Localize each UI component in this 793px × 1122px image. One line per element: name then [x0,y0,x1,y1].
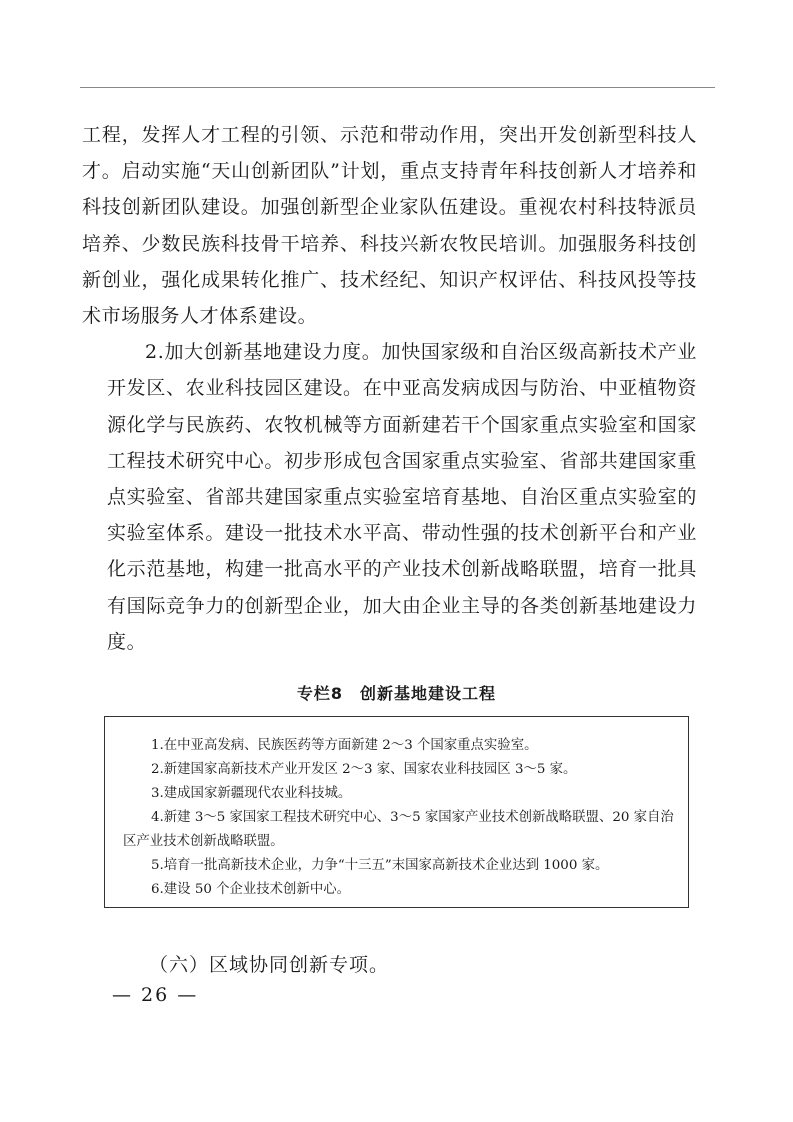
feature-box [104,716,689,908]
box-item: 2.新建国家高新技术产业开发区 2～3 家、国家农业科技园区 3～5 家。 [151,762,577,777]
header-rule [80,87,715,88]
box-title: 专栏8 创新基地建设工程 [296,684,497,703]
page-number: — 26 — [112,984,199,1006]
box-item: 3.建成国家新疆现代农业科技城。 [151,786,352,801]
box-item: 5.培育一批高新技术企业，力争“十三五”末国家高新技术企业达到 1000 家。 [151,858,609,873]
section-subheading: （六）区域协同创新专项。 [149,954,390,976]
body-text [82,117,697,660]
box-item: 6.建设 50 个企业技术创新中心。 [151,882,351,897]
box-item: 4.新建 3～5 家国家工程技术研究中心、3～5 家国家产业技术创新战略联盟、20 家自治区产业技术创新战略联盟。 [123,810,674,849]
box-item: 1.在中亚高发病、民族医药等方面新建 2～3 个国家重点实验室。 [151,738,538,753]
paragraph-talent-engineering: 工程，发挥人才工程的引领、示范和带动作用，突出开发创新型科技人才。启动实施“天山创新团队”计划，重点支持青年科技创新人才培养和科技创新团队建设。加强创新型企业家队伍建设。重视农村科技特派员培养、少数民族科技骨干培养、科技兴新农牧民培训。加强服务科技创新创业，强化成果转化推广、技术经纪、知识产权评估、科技风投等技术市场服务人才体系建设。 [82,124,697,328]
paragraph-innovation-bases: 2.加大创新基地建设力度。加快国家级和自治区级高新技术产业开发区、农业科技园区建设。在中亚高发病成因与防治、中亚植物资源化学与民族药、农牧机械等方面新建若干个国家重点实验室和国家工程技术研究中心。初步形成包含国家重点实验室、省部共建国家重点实验室、省部共建国家重点实验室培育基地、自治区重点实验室的实验室体系。建设一批技术水平高、带动性强的技术创新平台和产业化示范基地，构建一批高水平的产业技术创新战略联盟，培育一批具有国际竞争力的创新型企业，加大由企业主导的各类创新基地建设力度。 [107,341,697,653]
